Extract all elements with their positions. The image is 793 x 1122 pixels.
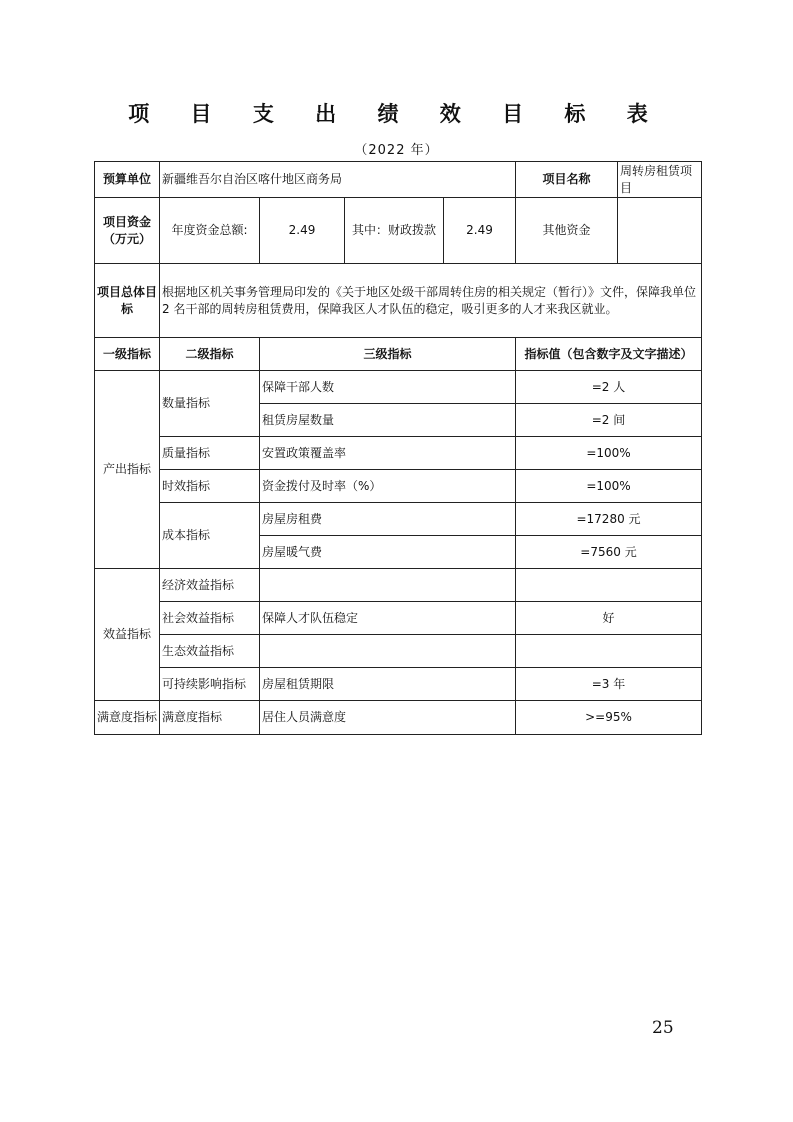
budget-unit-value: 新疆维吾尔自治区喀什地区商务局 <box>160 162 516 198</box>
overall-goal-text: 根据地区机关事务管理局印发的《关于地区处级干部周转住房的相关规定（暂行）》文件，保障我单位2 名干部的周转房租赁费用，保障我区人才队伍的稳定，吸引更多的人才来我区就业。 <box>160 264 702 338</box>
indicator-name: 资金拨付及时率（%） <box>260 470 516 503</box>
table-row <box>95 635 702 668</box>
indicator-name: 保障干部人数 <box>260 371 516 404</box>
satisfaction-sub-label: 满意度指标 <box>160 701 260 735</box>
indicator-name: 租赁房屋数量 <box>260 404 516 437</box>
indicator-value: 好 <box>516 602 702 635</box>
indicator-name: 保障人才队伍稳定 <box>260 602 516 635</box>
table-row <box>95 701 702 735</box>
sustainable-impact-label: 可持续影响指标 <box>160 668 260 701</box>
other-funds-label: 其他资金 <box>516 198 618 264</box>
indicator-value: =2 人 <box>516 371 702 404</box>
table-row <box>95 437 702 470</box>
column-header-value: 指标值（包含数字及文字描述） <box>516 338 702 371</box>
indicator-value: =100% <box>516 470 702 503</box>
cost-indicator-label: 成本指标 <box>160 503 260 569</box>
other-funds-value <box>618 198 702 264</box>
economic-benefit-label: 经济效益指标 <box>160 569 260 602</box>
indicator-name <box>260 569 516 602</box>
indicator-value: =3 年 <box>516 668 702 701</box>
indicator-name <box>260 635 516 668</box>
overall-goal-label: 项目总体目标 <box>95 264 160 338</box>
performance-target-table <box>94 161 702 735</box>
funds-row <box>95 198 702 264</box>
quantity-indicator-label: 数量指标 <box>160 371 260 437</box>
project-funds-label-text: 项目资金 <box>102 214 151 229</box>
benefit-indicator-label: 效益指标 <box>95 569 160 701</box>
indicator-name: 房屋暖气费 <box>260 536 516 569</box>
project-name-value: 周转房租赁项目 <box>618 162 702 198</box>
budget-unit-label: 预算单位 <box>95 162 160 198</box>
indicator-name: 房屋房租费 <box>260 503 516 536</box>
indicator-name: 安置政策覆盖率 <box>260 437 516 470</box>
indicator-value: =7560 元 <box>516 536 702 569</box>
annual-funds-label: 年度资金总额: <box>160 198 260 264</box>
ecological-benefit-label: 生态效益指标 <box>160 635 260 668</box>
social-benefit-label: 社会效益指标 <box>160 602 260 635</box>
output-indicator-label: 产出指标 <box>95 371 160 569</box>
table-row <box>95 371 702 404</box>
header-row <box>95 162 702 198</box>
column-header-level3: 三级指标 <box>260 338 516 371</box>
overall-goal-row <box>95 264 702 338</box>
column-header-level1: 一级指标 <box>95 338 160 371</box>
table-row <box>95 569 702 602</box>
project-name-label: 项目名称 <box>516 162 618 198</box>
table-row <box>95 602 702 635</box>
table-row <box>95 668 702 701</box>
indicator-name: 房屋租赁期限 <box>260 668 516 701</box>
page-number: 25 <box>652 1018 674 1038</box>
fiscal-funds-label: 其中：财政拨款 <box>345 198 444 264</box>
satisfaction-indicator-label: 满意度指标 <box>95 701 160 735</box>
annual-funds-value: 2.49 <box>260 198 345 264</box>
indicator-value: =17280 元 <box>516 503 702 536</box>
timeliness-indicator-label: 时效指标 <box>160 470 260 503</box>
column-header-row <box>95 338 702 371</box>
indicator-name: 居住人员满意度 <box>260 701 516 735</box>
project-funds-label-unit: （万元） <box>102 231 151 246</box>
fiscal-funds-value: 2.49 <box>444 198 516 264</box>
indicator-value <box>516 635 702 668</box>
page-title: 项 目 支 出 绩 效 目 标 表 <box>128 102 665 126</box>
indicator-value: =2 间 <box>516 404 702 437</box>
table-row <box>95 503 702 536</box>
column-header-level2: 二级指标 <box>160 338 260 371</box>
indicator-value <box>516 569 702 602</box>
indicator-value: =100% <box>516 437 702 470</box>
project-funds-label <box>95 198 160 264</box>
year-subtitle: （2022 年） <box>354 143 439 158</box>
table-row <box>95 470 702 503</box>
quality-indicator-label: 质量指标 <box>160 437 260 470</box>
indicator-value: >=95% <box>516 701 702 735</box>
